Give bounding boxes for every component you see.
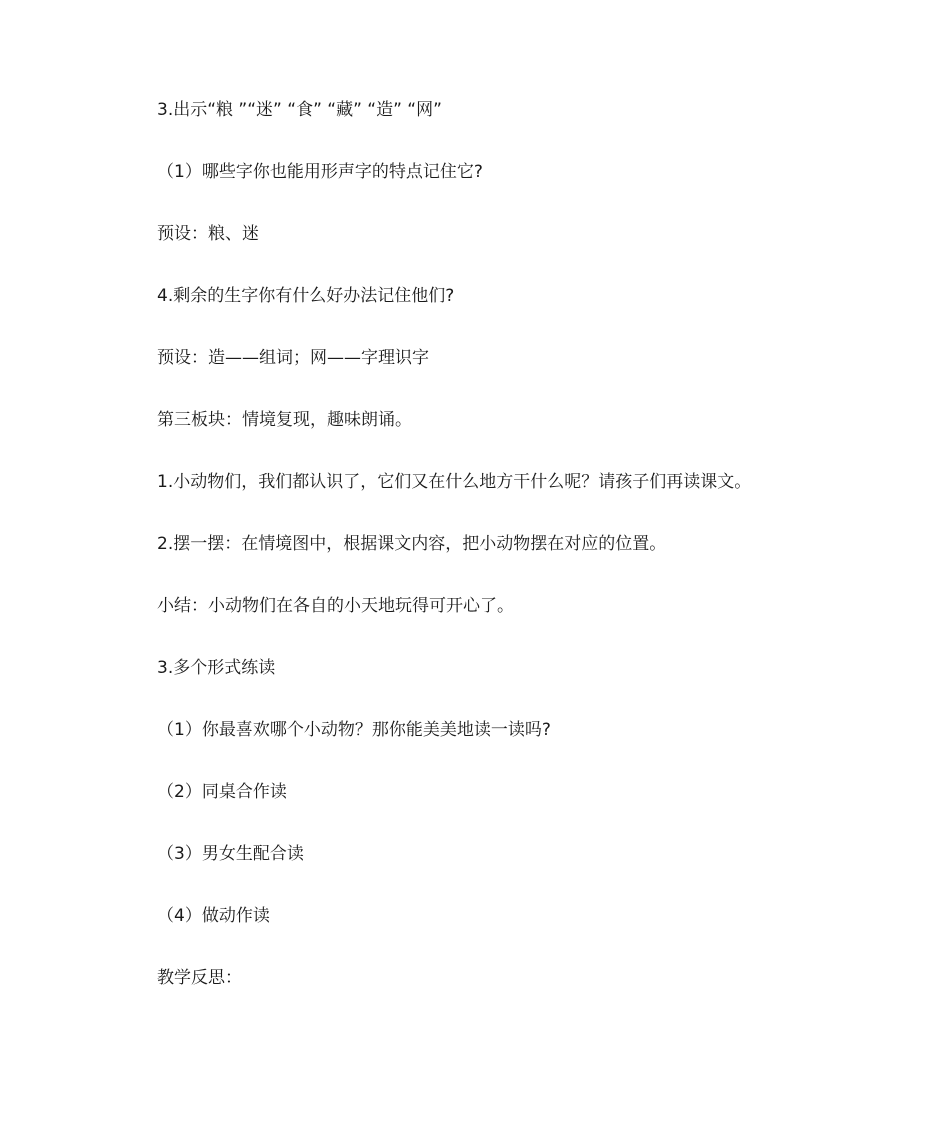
- paragraph-step-3: 3.多个形式练读: [157, 658, 276, 678]
- paragraph-step-2: 2.摆一摆：在情境图中，根据课文内容，把小动物摆在对应的位置。: [157, 534, 667, 554]
- section-heading-part-three: 第三板块：情境复现，趣味朗诵。: [157, 410, 412, 430]
- paragraph-question-1: （1）哪些字你也能用形声字的特点记住它?: [157, 162, 483, 182]
- list-item-reading-1: （1）你最喜欢哪个小动物？那你能美美地读一读吗?: [157, 720, 551, 740]
- paragraph-preset-1: 预设：粮、迷: [157, 224, 259, 244]
- list-item-reading-3: （3）男女生配合读: [157, 844, 304, 864]
- paragraph-remaining-characters: 4.剩余的生字你有什么好办法记住他们?: [157, 286, 455, 306]
- paragraph-preset-2: 预设：造——组词；网——字理识字: [157, 348, 429, 368]
- paragraph-show-characters: 3.出示“粮 ”“迷” “食” “藏” “造” “网”: [157, 100, 442, 120]
- paragraph-teaching-reflection: 教学反思：: [157, 968, 242, 988]
- list-item-reading-4: （4）做动作读: [157, 906, 270, 926]
- paragraph-summary: 小结：小动物们在各自的小天地玩得可开心了。: [157, 596, 514, 616]
- paragraph-step-1: 1.小动物们，我们都认识了，它们又在什么地方干什么呢？请孩子们再读课文。: [157, 472, 752, 492]
- list-item-reading-2: （2）同桌合作读: [157, 782, 287, 802]
